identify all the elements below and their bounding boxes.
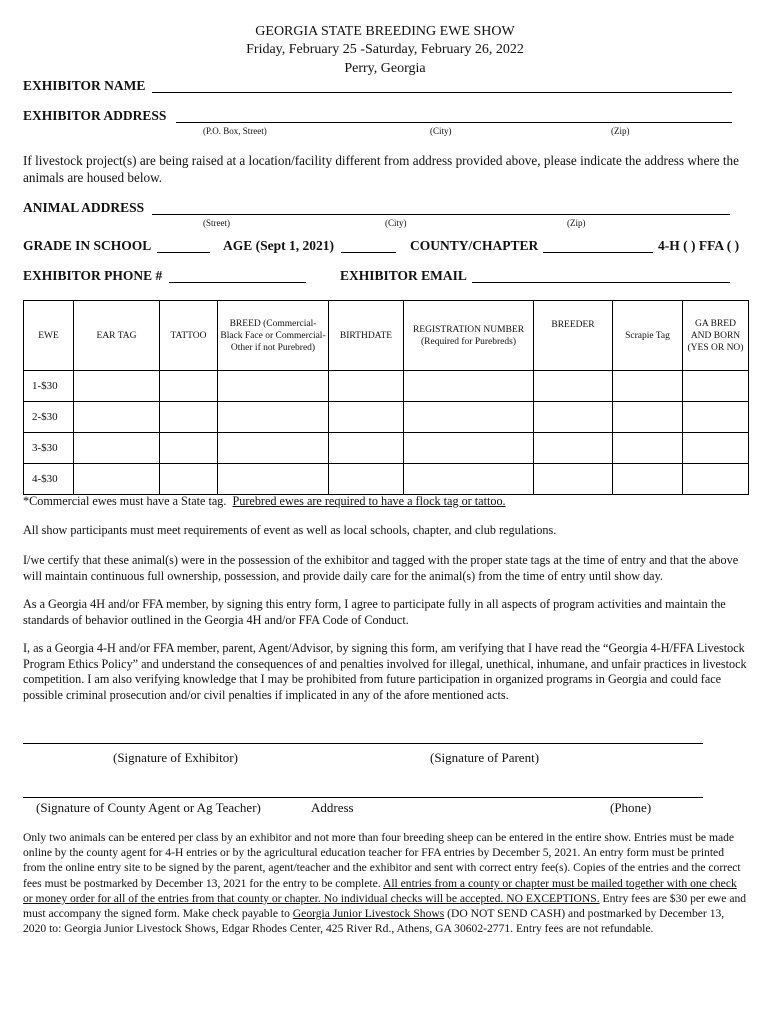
payee-name: Georgia Junior Livestock Shows	[292, 907, 445, 921]
animal-street-hint: (Street)	[203, 218, 230, 228]
col-tattoo: TATTOO	[160, 301, 218, 371]
cell[interactable]	[160, 433, 218, 464]
table-row	[24, 371, 749, 402]
cell[interactable]	[683, 402, 749, 433]
row-label: 4-$30	[24, 464, 74, 495]
county-label: COUNTY/CHAPTER	[410, 238, 539, 253]
email-label: EXHIBITOR EMAIL	[340, 268, 467, 283]
instructions-part-2: All entries from a county or chapter must be mailed together with one check or money order for all of the entries from that county or chapter. No individual checks will be accepted. NO EXCEPTIONS.	[23, 876, 737, 905]
participants-note: All show participants must meet requirements of event as well as local schools, chapter, and club regulations.	[23, 523, 557, 537]
signature-agent-label: (Signature of County Agent or Ag Teacher)	[36, 800, 261, 815]
cell[interactable]	[534, 371, 613, 402]
cell[interactable]	[404, 433, 534, 464]
certify-note: I/we certify that these animal(s) were in the possession of the exhibitor and tagged with the proper state tags at the time of entry and that the above will maintain continuous full ownership, possession, and provide daily care for the animal(s) from the time of entry until show day.	[23, 553, 739, 583]
col-ewe: EWE	[24, 301, 74, 371]
animal-address-label: ANIMAL ADDRESS	[23, 200, 145, 215]
club-choice[interactable]: 4-H ( ) FFA ( )	[658, 238, 740, 253]
cell[interactable]	[613, 402, 683, 433]
cell[interactable]	[160, 464, 218, 495]
signature-address-label: Address	[311, 800, 354, 815]
signature-line-1[interactable]	[23, 743, 703, 744]
age-label: AGE (Sept 1, 2021)	[223, 238, 334, 253]
signature-exhibitor-label: (Signature of Exhibitor)	[113, 750, 238, 765]
table-row	[24, 433, 749, 464]
entry-instructions	[23, 830, 748, 936]
cell[interactable]	[74, 371, 160, 402]
cell[interactable]	[404, 464, 534, 495]
instructions-part-4: (DO NOT SEND CASH) and postmarked by December 13, 2020 to: Georgia Junior Livestock Shows, Edgar Rhodes Center, 425 River Rd., Athens, GA 30602-2771. Entry fees are not refundable.	[23, 907, 725, 936]
col-ga-bred: GA BRED AND BORN (YES OR NO)	[683, 301, 749, 371]
col-registration: REGISTRATION NUMBER (Required for Purebreds)	[404, 301, 534, 371]
instructions-part-1: Only two animals can be entered per class by an exhibitor and not more than four breeding sheep can be entered in the entire show. Entries must be made online by the county agent for 4-H entries or by the agricultural education teacher for FFA entries by December 5, 2021. An entry form must be printed from the online entry site to be signed by the parent, agent/teacher and the exhibitor and sent with correct entry fee(s). Copies of the entries and the correct fees must be postmarked by December 13, 2021 for the entry to be complete.	[23, 831, 741, 890]
signature-parent-label: (Signature of Parent)	[430, 750, 540, 765]
phone-label: EXHIBITOR PHONE #	[23, 268, 163, 283]
exhibitor-name-line[interactable]	[152, 92, 732, 93]
cell[interactable]	[613, 371, 683, 402]
row-label: 2-$30	[24, 402, 74, 433]
animal-zip-hint: (Zip)	[567, 218, 586, 228]
county-line[interactable]	[543, 252, 653, 253]
grade-line[interactable]	[157, 252, 210, 253]
grade-label: GRADE IN SCHOOL	[23, 238, 152, 253]
cell[interactable]	[329, 402, 404, 433]
email-line[interactable]	[472, 282, 730, 283]
exhibitor-address-line[interactable]	[176, 122, 732, 123]
cell[interactable]	[74, 433, 160, 464]
cell[interactable]	[534, 402, 613, 433]
address-zip-hint: (Zip)	[611, 126, 630, 136]
cell[interactable]	[683, 464, 749, 495]
exhibitor-name-label: EXHIBITOR NAME	[23, 78, 146, 93]
address-street-hint: (P.O. Box, Street)	[203, 126, 267, 136]
cell[interactable]	[218, 464, 329, 495]
exhibitor-address-label: EXHIBITOR ADDRESS	[23, 108, 167, 123]
ethics-note: I, as a Georgia 4-H and/or FFA member, parent, Agent/Advisor, by signing this form, am verifying that I have read the “Georgia 4-H/FFA Livestock Program Ethics Policy” and understand the consequences of and penalties involved for illegal, unethical, inhumane, and unfair practices in livestock competition. I am also verifying knowledge that I may be prohibited from future participation in organized programs in Georgia and could face possible criminal prosecution and/or civil penalties if implicated in any of the afore mentioned acts.	[23, 641, 747, 702]
col-scrapie-tag: Scrapie Tag	[613, 301, 683, 371]
signature-line-2[interactable]	[23, 797, 703, 798]
table-row	[24, 402, 749, 433]
event-dates: Friday, February 25 -Saturday, February 26, 2022	[246, 42, 524, 57]
phone-line[interactable]	[169, 282, 306, 283]
cell[interactable]	[534, 464, 613, 495]
cell[interactable]	[683, 371, 749, 402]
form-title: GEORGIA STATE BREEDING EWE SHOW	[255, 24, 515, 39]
cell[interactable]	[534, 433, 613, 464]
cell[interactable]	[218, 433, 329, 464]
cell[interactable]	[74, 464, 160, 495]
cell[interactable]	[329, 464, 404, 495]
age-line[interactable]	[341, 252, 396, 253]
cell[interactable]	[218, 371, 329, 402]
housing-note: If livestock project(s) are being raised at a location/facility different from address provided above, please indicate the address where the animals are housed below.	[23, 153, 739, 185]
cell[interactable]	[329, 371, 404, 402]
commercial-note-b: Purebred ewes are required to have a flock tag or tattoo.	[232, 494, 506, 508]
animal-city-hint: (City)	[385, 218, 407, 228]
cell[interactable]	[160, 402, 218, 433]
commercial-note	[23, 494, 748, 510]
address-city-hint: (City)	[430, 126, 452, 136]
cell[interactable]	[613, 433, 683, 464]
table-row	[24, 464, 749, 495]
col-ear-tag: EAR TAG	[74, 301, 160, 371]
cell[interactable]	[74, 402, 160, 433]
row-label: 3-$30	[24, 433, 74, 464]
row-label: 1-$30	[24, 371, 74, 402]
event-location: Perry, Georgia	[344, 61, 426, 76]
col-birthdate: BIRTHDATE	[329, 301, 404, 371]
col-breed: BREED (Commercial-Black Face or Commercial-Other if not Purebred)	[218, 301, 329, 371]
cell[interactable]	[160, 371, 218, 402]
instructions-part-3: Entry fees are $30 per ewe and must accompany the signed form. Make check payable to	[23, 891, 747, 921]
cell[interactable]	[329, 433, 404, 464]
cell[interactable]	[404, 402, 534, 433]
cell[interactable]	[613, 464, 683, 495]
member-note: As a Georgia 4H and/or FFA member, by signing this entry form, I agree to participate fully in all aspects of program activities and maintain the standards of behavior outlined in the Georgia 4H and/or FFA Code of Conduct.	[23, 597, 726, 627]
table-header-row	[24, 301, 749, 371]
commercial-note-a: *Commercial ewes must have a State tag.	[23, 494, 227, 508]
entry-table	[23, 300, 749, 495]
cell[interactable]	[683, 433, 749, 464]
cell[interactable]	[218, 402, 329, 433]
animal-address-line[interactable]	[152, 214, 730, 215]
col-breeder: BREEDER	[534, 301, 613, 371]
signature-phone-label: (Phone)	[610, 800, 652, 815]
cell[interactable]	[404, 371, 534, 402]
